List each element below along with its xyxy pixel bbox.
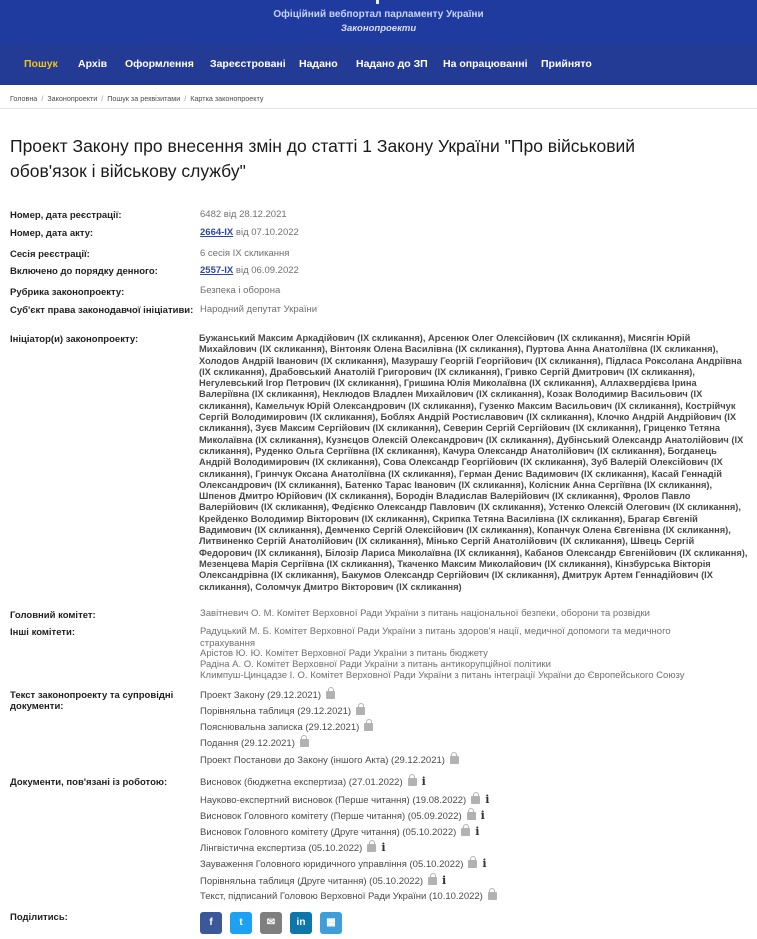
registration-label: Номер, дата реєстрації:	[10, 210, 122, 221]
document-link[interactable]: Подання (29.12.2021)	[200, 738, 309, 750]
other-committee-item: Радуцький М. Б. Комітет Верховної Ради України з питань здоров'я нації, медичної допомоги та медичного страхування	[200, 626, 671, 649]
texts-label: Текст законопроекту та супровідні документи:	[10, 690, 174, 712]
info-icon[interactable]: i	[480, 809, 485, 822]
related-document-link[interactable]: Висновок Головного комітету (Друге читання) (05.10.2022) i	[200, 825, 480, 838]
twitter-icon: t	[239, 917, 243, 928]
breadcrumb-separator: /	[184, 94, 187, 103]
document-link[interactable]: Порівняльна таблиця (29.12.2021)	[200, 706, 365, 718]
main-committee-value: Завітневич О. М. Комітет Верховної Ради України з питань національної безпеки, оборони та розвідки	[200, 608, 650, 619]
lock-icon	[356, 707, 365, 715]
nav-archive[interactable]: Архів	[78, 58, 108, 70]
lock-icon	[450, 756, 459, 764]
breadcrumb	[10, 94, 263, 103]
initiators-list: Бужанський Максим Аркадійович (IX скликання), Арсенюк Олег Олексійович (IX скликання), Мисягін Юрій Михайлович (IX скликання), Вінтоняк Олена Василівна (IX скликання), Пуртова Анна Анатоліївна (IX скликання), Холодов Андрій Іванович (IX скликання), Мазурашу Георгій Георгійович (IX скликання), Підласа Роксолана Андріївна (IX скликання), Драбовський Анатолій Григорович (IX скликання), Гривко Сергій Дмитрович (IX скликання), Негулевський Ігор Петрович (IX скликання), Гришина Юлія Миколаївна (IX скликання), Аллахвердієва Ірина Валеріївна (IX скликання), Неклюдов Владлен Михайлович (IX скликання), Козак Володимир Васильович (IX скликання), Камельчук Юрій Олександрович (IX скликання), Гузенко Максим Васильович (IX скликання), Кострійчук Сергій Володимирович (IX скликання), Боблях Андрій Ростиславович (IX скликання), Клочко Андрій Андрійович (IX скликання), Зуєв Максим Сергійович (IX скликання), Северин Сергій Сергійович (IX скликання), Гриценко Тетяна Миколаївна (IX скликання), Кузнєцов Олексій Олександрович (IX скликання), Дубінський Олександр Анатолійович (IX скликання), Руденко Ольга Сергіївна (IX скликання), Качура Олександр Анатолійович (IX скликання), Богданець Андрій Володимирович (IX скликання), Сова Олександр Георгійович (IX скликання), Зуб Валерій Олексійович (IX скликання), Гринчук Оксана Анатоліївна (IX скликання), Герман Денис Вадимович (IX скликання), Касай Геннадій Олександрович (IX скликання), Батенко Тарас Іванович (IX скликання), Колісник Анна Сергіївна (IX скликання), Шпенов Дмитро Юрійович (IX скликання), Бородін Владислав Валерійович (IX скликання), Фролов Павло Валерійович (IX скликання), Федієнко Олександр Павлович (IX скликання), Устенко Олексій Олегович (IX скликання), Крейденко Володимир Вікторович (IX скликання), Скрипка Тетяна Василівна (IX скликання), Брагар Євгеній Вадимович (IX скликання), Демченко Сергій Олексійович (IX скликання), Копанчук Олена Євгенівна (IX скликання), Литвиненко Сергій Анатолійович (IX скликання), Мінько Сергій Анатолійович (IX скликання), Швець Сергій Федорович (IX скликання), Білозір Лариса Миколаївна (IX скликання), Кабанов Олександр Євгенійович (IX скликання), Мезенцева Марія Сергіївна (IX скликання), Ткаченко Максим Миколайович (IX скликання), Кінзбурська Вікторія Олександрівна (IX скликання), Бакумов Олександр Сергійович (IX скликання), Дмитрук Артем Геннадійович (IX скликання), Соломчук Дмитро Вікторович (IX скликання)	[199, 333, 748, 592]
rubric-label: Рубрика законопроекту:	[10, 287, 125, 298]
other-committee-item: Радіна А. О. Комітет Верховної Ради України з питань антикорупційної політики	[200, 659, 551, 670]
registration-value: 6482 від 28.12.2021	[200, 209, 287, 220]
breadcrumb-bills[interactable]: Законопроекти	[47, 94, 98, 103]
qr-code-icon: ▦	[326, 917, 336, 928]
nav-processing[interactable]: Оформлення	[125, 58, 194, 70]
agenda-label: Включено до порядку денного:	[10, 266, 158, 277]
email-icon: ✉	[266, 917, 276, 928]
nav-adopted[interactable]: Прийнято	[541, 58, 592, 70]
lock-icon	[326, 691, 335, 699]
info-icon[interactable]: i	[442, 874, 447, 887]
related-document-link[interactable]: Лінгвістична експертиза (05.10.2022) i	[200, 841, 386, 854]
nav-submitted-to-plenary[interactable]: Надано до ЗП	[356, 58, 428, 70]
document-link[interactable]: Пояснювальна записка (29.12.2021)	[200, 722, 373, 734]
related-document-link[interactable]: Зауваження Головного юридичного управління (05.10.2022) i	[200, 857, 487, 870]
lock-icon	[471, 796, 480, 804]
related-document-link[interactable]: Науково-експертний висновок (Перше читання) (19.08.2022) i	[200, 793, 490, 806]
nav-registered[interactable]: Зареєстровані	[210, 58, 286, 70]
lock-icon	[428, 877, 437, 885]
rubric-value: Безпека і оборона	[200, 285, 281, 296]
breadcrumb-separator: /	[101, 94, 104, 103]
act-value	[200, 227, 299, 239]
other-committee-item: Климпуш-Цинцадзе І. О. Комітет Верховної Ради України з питань інтеграції України до Європейського Союзу	[200, 670, 685, 681]
other-committee-item: Арістов Ю. Ю. Комітет Верховної Ради України з питань бюджету	[200, 648, 488, 659]
info-icon[interactable]: i	[482, 857, 487, 870]
lock-icon	[461, 828, 470, 836]
page-title: Проект Закону про внесення змін до статті 1 Закону України "Про військовий обов'язок і військову службу"	[10, 136, 636, 181]
qr-code-share-button[interactable]	[320, 912, 342, 934]
related-document-link[interactable]: Висновок Головного комітету (Перше читання) (05.09.2022) i	[200, 809, 485, 822]
lock-icon	[300, 739, 309, 747]
lock-icon	[488, 892, 497, 900]
agenda-number-link[interactable]: 2557-IX	[200, 265, 234, 276]
lock-icon	[364, 723, 373, 731]
info-icon[interactable]: i	[475, 825, 480, 838]
twitter-share-button[interactable]	[230, 912, 252, 934]
main-committee-label: Головний комітет:	[10, 610, 96, 621]
related-document-link[interactable]: Текст, підписаний Головою Верховної Ради України (10.10.2022)	[200, 891, 497, 903]
breadcrumb-current: Картка законопроекту	[190, 94, 264, 103]
session-label: Сесія реєстрації:	[10, 249, 90, 260]
site-header	[0, 0, 757, 44]
facebook-icon: f	[209, 917, 213, 928]
info-icon[interactable]: i	[381, 841, 386, 854]
lock-icon	[367, 844, 376, 852]
initiators-label: Ініціатор(и) законопроекту:	[10, 334, 139, 345]
portal-title: Офіційний вебпортал парламенту України	[273, 9, 484, 20]
act-label: Номер, дата акту:	[10, 228, 94, 239]
related-document-link[interactable]: Висновок (бюджетна експертиза) (27.01.2022) i	[200, 775, 426, 788]
breadcrumb-search[interactable]: Пошук за реквізитами	[107, 94, 181, 103]
email-share-button[interactable]	[260, 912, 282, 934]
agenda-value	[200, 265, 299, 277]
linkedin-share-button[interactable]	[290, 912, 312, 934]
main-nav	[0, 44, 757, 85]
lock-icon	[408, 778, 417, 786]
nav-in-progress[interactable]: На опрацюванні	[443, 58, 528, 70]
nav-search[interactable]: Пошук	[24, 58, 58, 70]
info-icon[interactable]: i	[485, 793, 490, 806]
linkedin-icon: in	[296, 917, 306, 928]
document-link[interactable]: Проект Постанови до Закону (іншого Акта) (29.12.2021)	[200, 755, 459, 767]
subject-value: Народний депутат України	[200, 304, 318, 315]
emblem-icon	[376, 0, 379, 4]
share-label: Поділитись:	[10, 912, 68, 923]
other-committees-label: Інші комітети:	[10, 627, 76, 638]
breadcrumb-separator: /	[41, 94, 44, 103]
facebook-share-button[interactable]	[200, 912, 222, 934]
related-docs-label: Документи, пов'язані із роботою:	[10, 777, 168, 788]
document-link[interactable]: Проект Закону (29.12.2021)	[200, 690, 335, 702]
nav-submitted[interactable]: Надано	[299, 58, 338, 70]
breadcrumb-home[interactable]: Головна	[10, 94, 38, 103]
act-date: від 07.10.2022	[233, 227, 299, 238]
divider	[0, 108, 757, 109]
session-value: 6 сесія IX скликання	[200, 248, 290, 259]
info-icon[interactable]: i	[421, 775, 426, 788]
lock-icon	[468, 860, 477, 868]
lock-icon	[467, 812, 476, 820]
subject-label: Суб'єкт права законодавчої ініціативи:	[10, 305, 194, 316]
related-document-link[interactable]: Порівняльна таблиця (Друге читання) (05.10.2022) i	[200, 874, 447, 887]
agenda-date: від 06.09.2022	[233, 265, 299, 276]
section-title[interactable]: Законопроекти	[340, 23, 417, 34]
act-number-link[interactable]: 2664-IX	[200, 227, 234, 238]
